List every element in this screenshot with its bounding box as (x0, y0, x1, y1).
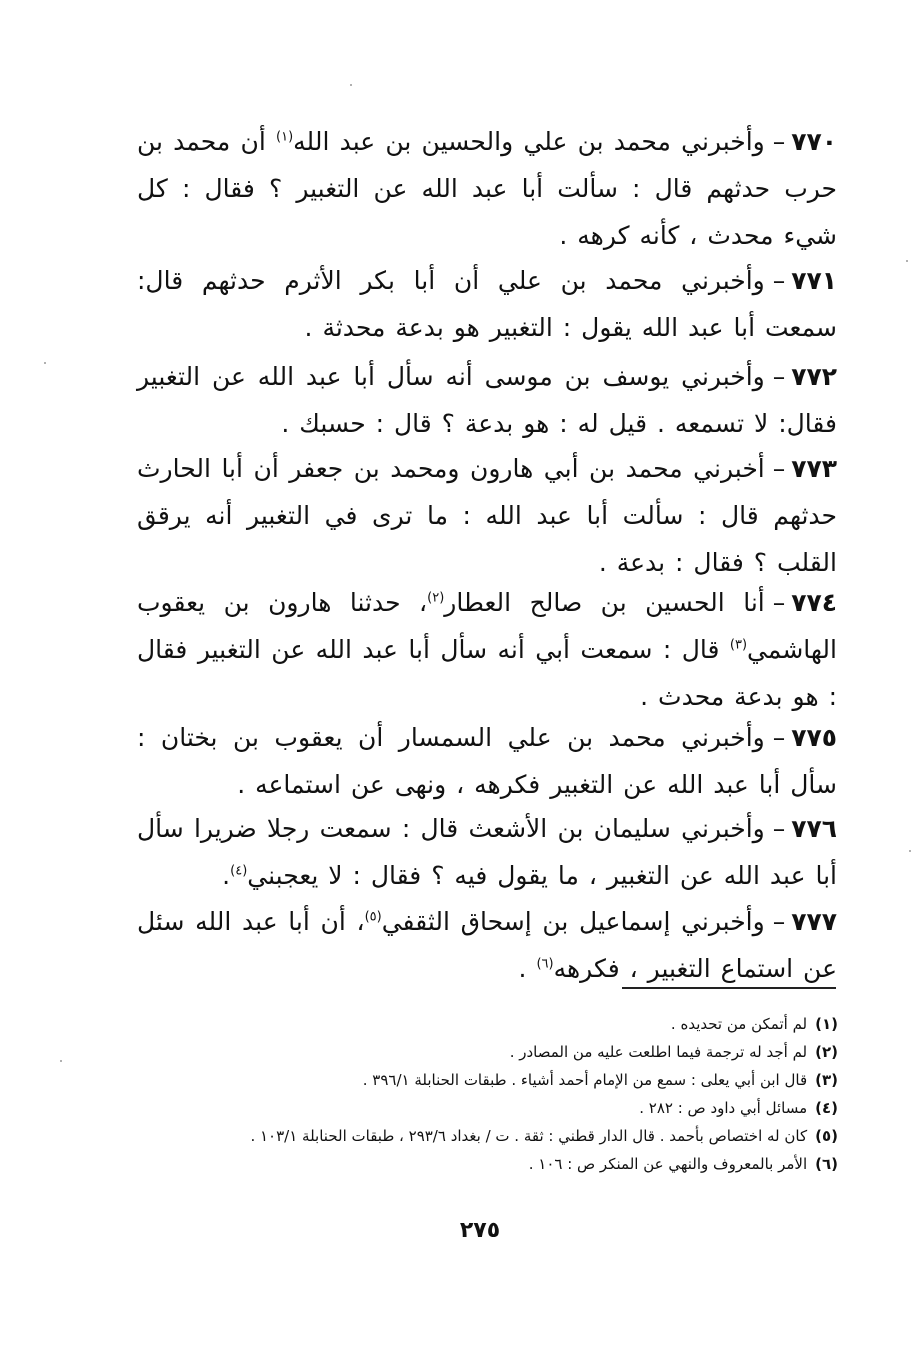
hadith-775 (137, 714, 837, 808)
hadith-number: ٧٧٠ (791, 127, 837, 156)
hadith-772 (137, 353, 837, 447)
hadith-text-cont: ، حدثنا هارون بن يعقوب الهاشمي (137, 588, 837, 664)
hadith-text: وأخبرني محمد بن علي والحسين بن عبد الله (293, 127, 765, 156)
hadith-text-cont: قال : سمعت أبي أنه سأل أبا عبد الله عن التغبير فقال : هو بدعة محدث . (137, 635, 837, 711)
hadith-number: ٧٧١ (791, 266, 837, 295)
dash: – (772, 362, 786, 391)
hadith-774 (137, 579, 837, 720)
footnote-ref: (٤) (230, 863, 248, 879)
scan-speck (350, 84, 352, 86)
hadith-number: ٧٧٣ (791, 454, 837, 483)
hadith-number: ٧٧٢ (791, 362, 837, 391)
scan-speck (60, 1060, 62, 1062)
footnote-ref: (٢) (427, 590, 445, 606)
hadith-number: ٧٧٤ (791, 588, 837, 617)
scan-speck (44, 362, 46, 364)
hadith-text: وأخبرني إسماعيل بن إسحاق الثقفي (381, 907, 765, 936)
hadith-text: وأخبرني سليمان بن الأشعث قال : سمعت رجلا ضريرا سأل أبا عبد الله عن التغبير ، ما يقول فيه ؟ فقال : لا يعجبني (137, 814, 837, 890)
footnote-6 (140, 1150, 838, 1178)
footnote-divider (622, 987, 836, 989)
hadith-777 (137, 898, 837, 992)
hadith-770 (137, 118, 837, 259)
hadith-text-cont: ، أن أبا عبد الله سئل عن استماع التغبير ، فكرهه (137, 907, 837, 983)
footnote-text: الأمر بالمعروف والنهي عن المنكر ص : ١٠٦ . (528, 1155, 808, 1173)
footnote-number: (٢) (815, 1043, 838, 1061)
dash: – (772, 588, 786, 617)
footnote-number: (٤) (815, 1099, 838, 1117)
footnote-1 (140, 1010, 838, 1038)
footnote-text: كان له اختصاص بأحمد . قال الدار قطني : ثقة . ت / بغداد ٢٩٣/٦ ، طبقات الحنابلة ١٠٣/١ . (250, 1127, 808, 1145)
hadith-text-cont: . (222, 861, 231, 890)
footnote-4 (140, 1094, 838, 1122)
footnote-text: لم أتمكن من تحديده . (670, 1015, 808, 1033)
hadith-number: ٧٧٧ (791, 907, 837, 936)
hadith-text: وأخبرني محمد بن علي أن أبا بكر الأثرم حدثهم قال: سمعت أبا عبد الله يقول : التغبير هو بدعة محدثة . (137, 266, 837, 342)
hadith-773 (137, 445, 837, 586)
footnote-number: (٣) (815, 1071, 838, 1089)
footnotes (140, 1010, 838, 1178)
footnote-number: (٦) (815, 1155, 838, 1173)
hadith-text: أنا الحسين بن صالح العطار (444, 588, 765, 617)
scan-speck (906, 260, 908, 262)
footnote-3 (140, 1066, 838, 1094)
footnote-5 (140, 1122, 838, 1150)
dash: – (772, 814, 786, 843)
footnote-number: (٥) (815, 1127, 838, 1145)
hadith-text-cont: أن محمد بن حرب حدثهم قال : سألت أبا عبد الله عن التغبير ؟ فقال : كل شيء محدث ، كأنه كرهه . (137, 127, 837, 250)
dash: – (772, 127, 786, 156)
dash: – (772, 454, 786, 483)
page-number: ٢٧٥ (459, 1218, 501, 1243)
hadith-771 (137, 257, 837, 351)
hadith-text-cont: . (518, 954, 537, 983)
hadith-text: وأخبرني يوسف بن موسى أنه سأل أبا عبد الله عن التغبير فقال: لا تسمعه . قيل له : هو بدعة ؟ قال : حسبك . (137, 362, 837, 438)
footnote-2 (140, 1038, 838, 1066)
footnote-number: (١) (815, 1015, 838, 1033)
hadith-number: ٧٧٥ (791, 723, 837, 752)
footnote-ref: (١) (276, 129, 294, 145)
footnote-text: لم أجد له ترجمة فيما اطلعت عليه من المصادر . (509, 1043, 808, 1061)
dash: – (772, 266, 786, 295)
hadith-text: وأخبرني محمد بن علي السمسار أن يعقوب بن بختان : سأل أبا عبد الله عن التغبير فكرهه ، ونهى عن استماعه . (137, 723, 837, 799)
footnote-ref: (٦) (536, 956, 554, 972)
hadith-text: أخبرني محمد بن أبي هارون ومحمد بن جعفر أن أبا الحارث حدثهم قال : سألت أبا عبد الله : ما ترى في التغبير أنه يرقق القلب ؟ فقال : بدعة . (137, 454, 837, 577)
hadith-number: ٧٧٦ (791, 814, 837, 843)
footnote-text: مسائل أبي داود ص : ٢٨٢ . (639, 1099, 808, 1117)
dash: – (772, 723, 786, 752)
hadith-776 (137, 805, 837, 899)
scan-speck (909, 850, 911, 852)
footnote-text: قال ابن أبي يعلى : سمع من الإمام أحمد أشياء . طبقات الحنابلة ٣٩٦/١ . (362, 1071, 808, 1089)
footnote-ref: (٣) (729, 637, 748, 653)
footnote-ref: (٥) (364, 909, 382, 925)
dash: – (772, 907, 786, 936)
